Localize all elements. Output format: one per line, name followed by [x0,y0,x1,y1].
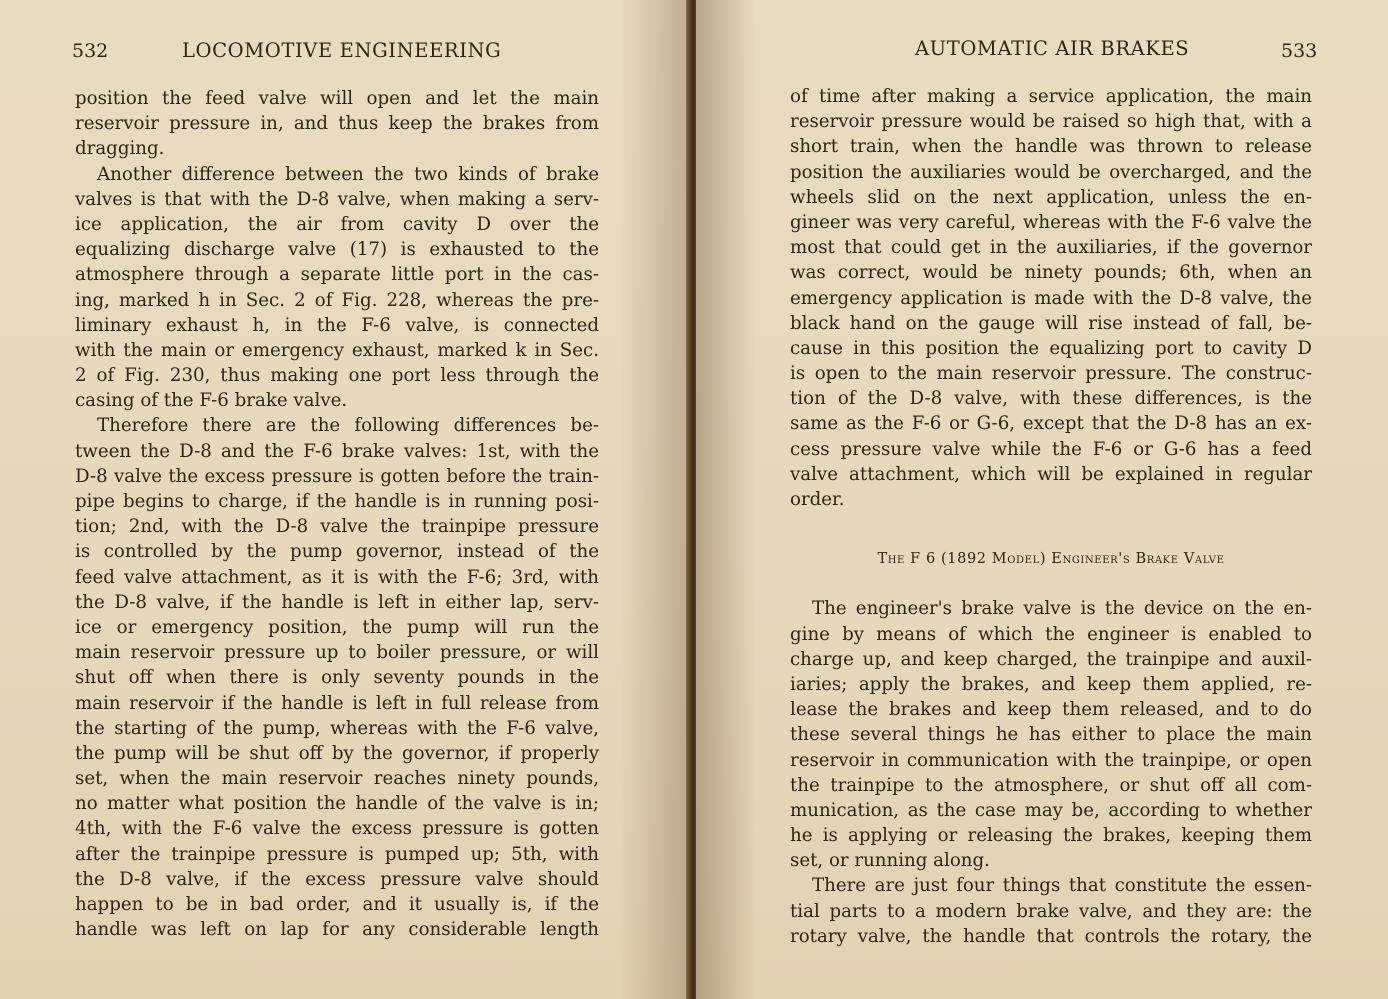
text-line: main reservoir if the handle is left in full release from [75,692,599,714]
text-line: lease the brakes and keep them released, and to do [790,699,1312,721]
text-line: main reservoir pressure up to boiler pressure, or will [75,642,599,664]
text-line: handle was left on lap for any considerable length [75,919,599,941]
text-line: 4th, with the F-6 valve the excess pressure is gotten [75,818,599,840]
text-line: the pump will be shut off by the governor, if properly [75,742,599,764]
text-line: the D-8 valve, if the excess pressure valve should [75,868,599,890]
text-line: happen to be in bad order, and it usually is, if the [75,894,599,915]
text-line: reservoir pressure in, and thus keep the brakes from [75,113,599,135]
text-line: 2 of Fig. 230, thus making one port less through the [75,365,599,387]
text-line: tween the D-8 and the F-6 brake valves: 1st, with the [75,440,599,462]
text-line: emergency application is made with the D-8 valve, the [790,287,1312,309]
text-line: was correct, would be ninety pounds; 6th, when an [790,262,1312,284]
text-line: reservoir pressure would be raised so high that, with a [790,111,1312,133]
text-line: tion; 2nd, with the D-8 valve the trainpipe pressure [75,516,599,538]
text-line: dragging. [75,138,165,160]
text-line: order. [790,489,845,510]
section-heading: The F 6 (1892 Model) Engineer's Brake Valve [877,551,1225,568]
text-line: pipe begins to charge, if the handle is in running posi- [75,491,599,512]
text-line: is open to the main reservoir pressure. The construc- [790,363,1312,385]
text-line: ice or emergency position, the pump will run the [75,616,599,638]
text-line: cess pressure valve while the F-6 or G-6 has a feed [790,438,1312,460]
text-line: ing, marked h in Sec. 2 of Fig. 228, whereas the pre- [75,289,599,311]
text-line: position the feed valve will open and let the main [75,88,599,109]
text-line: munication, as the case may be, according to whether [790,799,1312,821]
text-line: position the auxiliaries would be overcharged, and the [790,161,1312,183]
text-line: tial parts to a modern brake valve, and they are: the [790,900,1312,922]
text-line: valves is that with the D-8 valve, when making a serv- [75,188,599,210]
text-line: he is applying or releasing the brakes, keeping them [790,825,1312,847]
text-line: is controlled by the pump governor, instead of the [75,541,599,563]
text-line: feed valve attachment, as it is with the F-6; 3rd, with [75,566,599,588]
text-line: black hand on the gauge will rise instead of fall, be- [790,312,1312,334]
text-line: of time after making a service application, the main [790,86,1312,107]
text-line: set, when the main reservoir reaches ninety pounds, [75,768,599,790]
text-line: tion of the D-8 valve, with these differences, is the [790,388,1312,410]
spacer [790,512,1312,547]
text-line: the starting of the pump, whereas with the F-6 valve, [75,717,599,739]
text-line: Another difference between the two kinds of brake [97,163,599,185]
text-line: with the main or emergency exhaust, marked k in Sec. [75,339,599,361]
text-line: reservoir in communication with the trainpipe, or open [790,749,1312,771]
text-line: charge up, and keep charged, the trainpipe and auxil- [790,648,1312,670]
text-line: after the trainpipe pressure is pumped up; 5th, with [75,843,599,865]
spacer [790,572,1312,596]
left-body-text [75,86,599,942]
text-line: casing of the F-6 brake valve. [75,390,348,412]
text-line: cause in this position the equalizing port to cavity D [790,337,1312,359]
text-line: gineer was very careful, whereas with the F-6 valve the [790,211,1312,233]
text-line: no matter what position the handle of the valve is in; [75,793,599,815]
text-line: atmosphere through a separate little port in the cas- [75,264,599,286]
right-page-number: 533 [1281,40,1318,62]
text-line: shut off when there is only seventy pounds in the [75,667,599,689]
text-line: these several things he has either to place the main [790,724,1312,746]
text-line: set, or running along. [790,850,990,872]
left-running-title: LOCOMOTIVE ENGINEERING [182,39,502,62]
right-body-text [790,84,1312,949]
text-line: the D-8 valve, if the handle is left in either lap, serv- [75,591,599,613]
text-line: gine by means of which the engineer is enabled to [790,623,1312,645]
text-line: equalizing discharge valve (17) is exhausted to the [75,239,599,261]
text-line: valve attachment, which will be explained in regular [790,463,1312,485]
right-page [696,0,1388,999]
text-line: rotary valve, the handle that controls the rotary, the [790,925,1312,947]
text-line: There are just four things that constitute the essen- [812,875,1312,897]
left-page-number: 532 [72,40,109,62]
text-line: most that could get in the auxiliaries, if the governor [790,237,1312,259]
text-line: short train, when the handle was thrown to release [790,136,1312,158]
text-line: same as the F-6 or G-6, except that the D-8 has an ex- [790,413,1312,435]
text-line: iaries; apply the brakes, and keep them applied, re- [790,673,1312,695]
text-line: liminary exhaust h, in the F-6 valve, is connected [75,314,599,336]
text-line: the trainpipe to the atmosphere, or shut off all com- [790,774,1312,796]
left-page [0,0,690,999]
text-line: The engineer's brake valve is the device on the en- [812,598,1312,620]
text-line: Therefore there are the following differences be- [97,415,599,437]
text-line: ice application, the air from cavity D over the [75,213,599,235]
right-running-title: AUTOMATIC AIR BRAKES [915,37,1190,60]
text-line: D-8 valve the excess pressure is gotten before the train- [75,465,599,487]
text-line: wheels slid on the next application, unless the en- [790,186,1312,208]
